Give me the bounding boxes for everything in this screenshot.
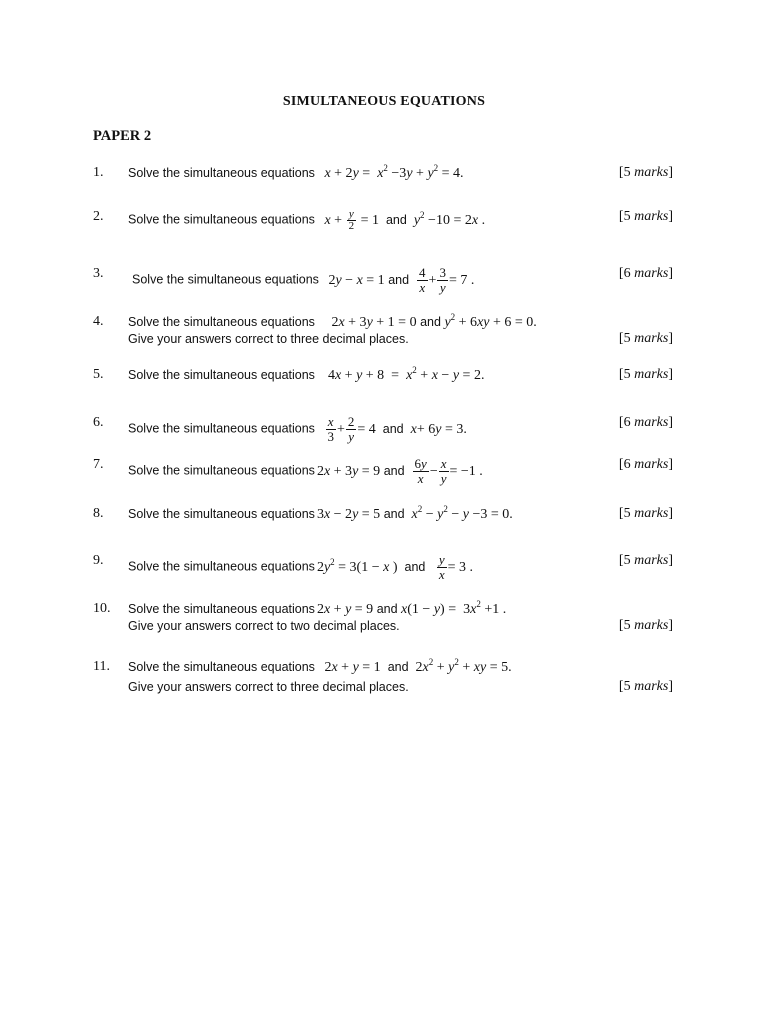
equation: $2y^2 = 3(1 - x$ ) and $\frac{y}{x}$ = 3 . [316,552,474,582]
marks-label: [5 marks] [618,618,673,633]
question-text [128,314,537,331]
question-text [128,553,473,582]
question-number: 6. [93,415,104,430]
marks-label: [5 marks] [618,209,673,224]
question-text [132,266,474,295]
question-text [128,457,483,486]
question-number: 5. [93,367,104,382]
question-text [128,165,464,182]
question-note: Give your answers correct to three decimal places. [128,680,409,694]
question-number: 10. [93,601,111,616]
question-note: Give your answers correct to three decimal places. [128,332,409,346]
question-stem: Solve the simultaneous equations [128,212,315,227]
page-title: SIMULTANEOUS EQUATIONS [282,94,486,109]
question-stem: Solve the simultaneous equations [128,368,315,382]
marks-label: [5 marks] [618,331,673,346]
marks-label: [6 marks] [618,415,673,430]
equation: 2x + y = 1 and $2x^2 + y^2$ + xy = 5. [324,657,512,675]
equation: $\frac{x}{3}$ + $\frac{2}{y}$ = 4 and x+ 6y = 3. [327,414,467,444]
question-stem: Solve the simultaneous equations [128,421,315,436]
question-stem: Solve the simultaneous equations [128,507,315,521]
question-text [128,209,485,232]
marks-label: [5 marks] [618,367,673,382]
question-stem: Solve the simultaneous equations [128,315,315,329]
question-text [128,367,484,384]
equation: 2x + 3y + 1 = 0 and $y^2 + 6xy + 6 = 0$. [324,312,537,330]
question-number: 9. [93,553,104,568]
question-stem: Solve the simultaneous equations [128,166,315,180]
marks-label: [6 marks] [618,266,673,281]
question-number: 11. [93,659,110,674]
question-number: 2. [93,209,104,224]
equation: $x + 2y = x^2 -3y + y^2 = 4$. [324,163,464,181]
question-text [128,601,506,618]
question-text [128,659,512,676]
question-number: 8. [93,506,104,521]
question-text [128,415,467,444]
question-stem: Solve the simultaneous equations [128,602,315,616]
question-number: 4. [93,314,104,329]
question-note: Give your answers correct to two decimal places. [128,619,400,633]
equation: 2x + y = 9 and $x(1 - y) = 3x^2 +1$ . [316,599,507,617]
question-number: 1. [93,165,104,180]
marks-label: [5 marks] [618,165,673,180]
question-number: 7. [93,457,104,472]
question-stem: Solve the simultaneous equations [128,660,315,674]
equation: 2y − x = 1 and $\frac{4}{x}$ + $\frac{3}{y}$ = 7 . [328,265,475,295]
paper-heading: PAPER 2 [93,128,152,144]
question-stem: Solve the simultaneous equations [128,463,315,478]
marks-label: [6 marks] [618,457,673,472]
equation: $4x + y + 8 = x^2 + x - y = 2$. [324,365,485,383]
equation: 3x − 2y = 5 and $x^2 - y^2 - y -3 = 0$. [316,504,513,522]
question-text [128,506,513,523]
equation: 2x + 3y = 9 and $\frac{6y}{x}$ − $\frac{x}{y}$ = −1 . [316,456,483,486]
question-stem: Solve the simultaneous equations [128,559,315,574]
question-stem: Solve the simultaneous equations [132,272,319,287]
equation: x + $\frac{y}{2}$ = 1 and $y^2 -10 = 2x$ . [324,208,486,232]
question-number: 3. [93,266,104,281]
marks-label: [5 marks] [618,679,673,694]
marks-label: [5 marks] [618,553,673,568]
marks-label: [5 marks] [618,506,673,521]
